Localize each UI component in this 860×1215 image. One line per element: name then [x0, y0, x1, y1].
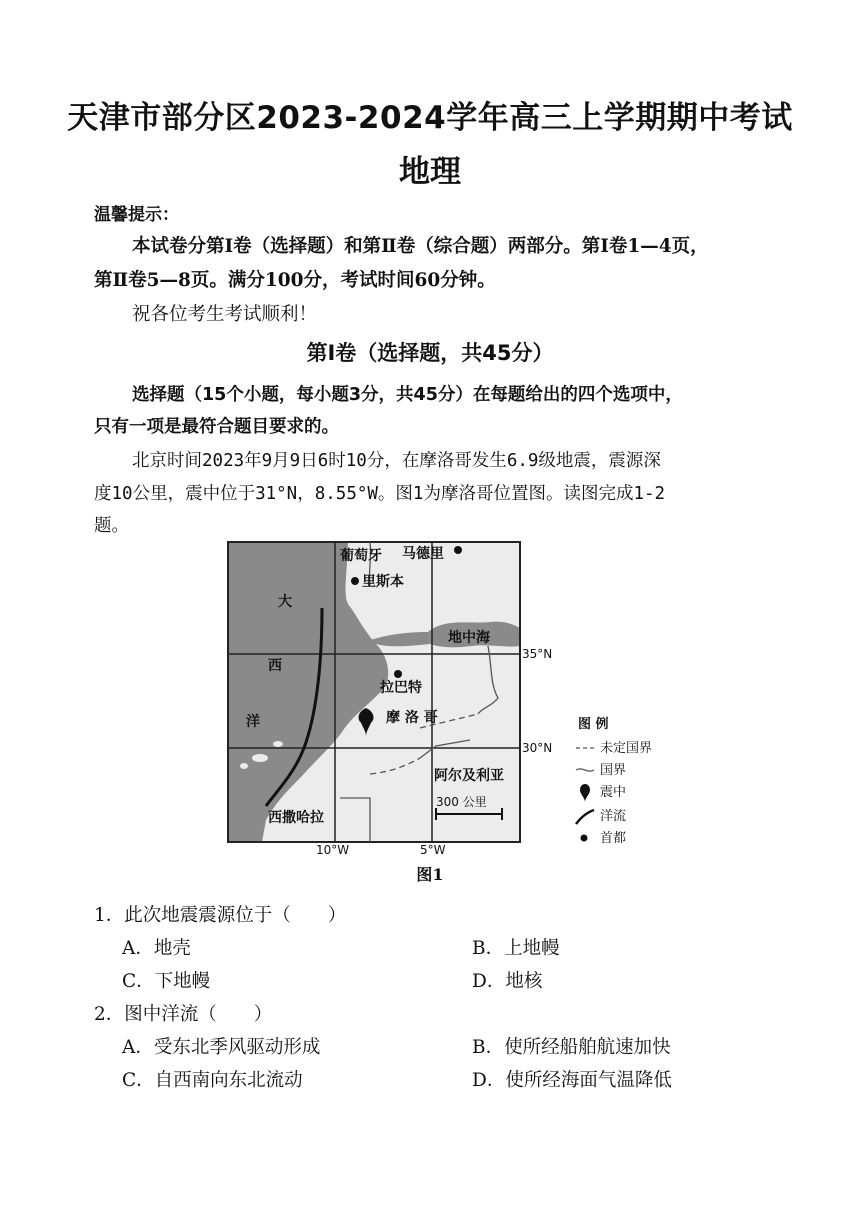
section-title: 第Ⅰ卷（选择题，共45分） [306, 341, 554, 365]
question-1-option-d: D．地核 [472, 971, 543, 992]
label-lon-10: 10°W [316, 843, 350, 856]
legend-title: 图 例 [578, 717, 609, 732]
label-algeria: 阿尔及利亚 [434, 768, 504, 784]
figure-caption: 图1 [416, 865, 444, 884]
legend-epicenter: 震中 [600, 785, 627, 800]
exam-title: 天津市部分区2023-2024学年高三上学期期中考试 [67, 100, 793, 136]
label-lat-35: 35°N [522, 647, 553, 661]
question-2-option-b: B．使所经船舶航速加快 [472, 1037, 671, 1058]
label-portugal: 葡萄牙 [340, 548, 382, 564]
question-1-option-a: A．地壳 [122, 938, 191, 959]
passage-line-3: 题。 [94, 516, 129, 536]
epicenter-icon [580, 784, 590, 802]
legend-current: 洋流 [600, 809, 627, 824]
question-2-stem: 2．图中洋流（ ） [94, 1004, 273, 1025]
exam-subject: 地理 [399, 154, 461, 190]
notice-line-2: 第Ⅱ卷5—8页。满分100分，考试时间60分钟。 [94, 270, 496, 291]
legend-undefined-border: 未定国界 [600, 741, 653, 756]
notice-heading: 温馨提示： [94, 205, 179, 225]
label-lat-30: 30°N [522, 741, 553, 755]
label-scale: 300 公里 [436, 795, 487, 809]
question-1-stem: 1．此次地震震源位于（ ） [94, 905, 347, 926]
label-rabat: 拉巴特 [380, 680, 422, 696]
notice-line-3: 祝各位考生考试顺利！ [132, 304, 318, 325]
label-mediterranean: 地中海 [448, 630, 490, 646]
notice-line-1: 本试卷分第Ⅰ卷（选择题）和第Ⅱ卷（综合题）两部分。第Ⅰ卷1—4页， [132, 236, 709, 257]
question-1-option-b: B．上地幔 [472, 938, 560, 959]
label-lon-5: 5°W [420, 843, 446, 856]
legend-border: 国界 [600, 763, 627, 778]
section-instruction-2: 只有一项是最符合题目要求的。 [94, 417, 339, 437]
label-atlantic-2: 西 [268, 658, 282, 674]
label-lisbon: 里斯本 [362, 574, 404, 590]
passage-line-2: 度10公里，震中位于31°N，8.55°W。图1为摩洛哥位置图。读图完成1-2 [94, 484, 666, 504]
capital-icon [581, 835, 588, 842]
label-western-sahara: 西撒哈拉 [268, 810, 324, 826]
label-atlantic-3: 洋 [246, 714, 260, 730]
question-2-option-c: C．自西南向东北流动 [122, 1070, 303, 1091]
legend-capital: 首都 [600, 831, 627, 846]
label-madrid: 马德里 [402, 546, 444, 562]
question-1-option-c: C．下地幔 [122, 971, 211, 992]
label-morocco: 摩 洛 哥 [386, 710, 438, 726]
label-atlantic-1: 大 [278, 594, 292, 610]
question-2-option-d: D．使所经海面气温降低 [472, 1070, 672, 1091]
passage-line-1: 北京时间2023年9月9日6时10分，在摩洛哥发生6.9级地震，震源深 [132, 451, 661, 471]
section-instruction-1: 选择题（15个小题，每小题3分，共45分）在每题给出的四个选项中， [132, 385, 683, 405]
map-legend [576, 716, 652, 846]
morocco-location-map [220, 536, 680, 856]
question-2-option-a: A．受东北季风驱动形成 [122, 1037, 321, 1058]
